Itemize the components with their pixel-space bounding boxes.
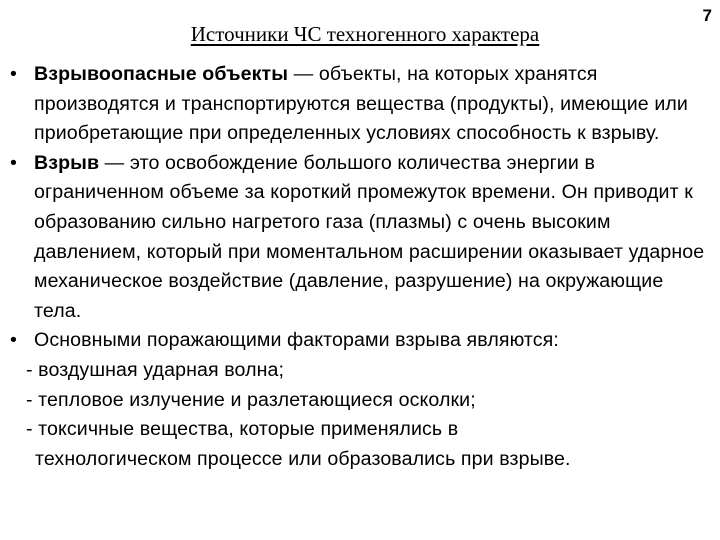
term-explosive-objects: Взрывоопасные объекты — [34, 63, 289, 85]
slide-number: 7 — [702, 6, 712, 25]
sub-item-line: - воздушная ударная волна; — [26, 358, 285, 381]
slide-content — [8, 60, 714, 474]
slide-title: Источники ЧС техногенного характера — [190, 22, 540, 46]
sub-item-line: - тепловое излучение и разлетающиеся осколки; — [26, 388, 476, 411]
sub-item-shock-wave — [8, 356, 714, 386]
sub-item-line: - токсичные вещества, которые применялись в — [26, 418, 459, 441]
damaging-factors-intro: Основными поражающими факторами взрыва являются: — [34, 329, 559, 352]
sub-item-thermal-radiation — [8, 386, 714, 416]
bullet-explosive-objects — [8, 60, 714, 149]
term-explosion: Взрыв — [34, 151, 100, 174]
bullet-damaging-factors — [8, 326, 714, 356]
sub-item-toxic-substances — [8, 415, 714, 474]
definition-explosive-objects: — объекты, на которых хранятся производятся и транспортируются вещества (продукты), имеющие или приобретающие при определенных условиях способность к взрыву. — [34, 63, 688, 145]
definition-explosion: — это освобождение большого количества энергии в ограниченном объеме за короткий промежуток времени. Он приводит к образованию сильно нагретого газа (плазмы) с очень высоким давлением, который при моментальном расширении оказывает ударное механическое воздействие (давление, разрушение) на окружающие тела. — [34, 151, 705, 322]
bullet-explosion — [8, 149, 714, 327]
sub-item-continuation: технологическом процессе или образовались при взрыве. — [35, 447, 571, 470]
